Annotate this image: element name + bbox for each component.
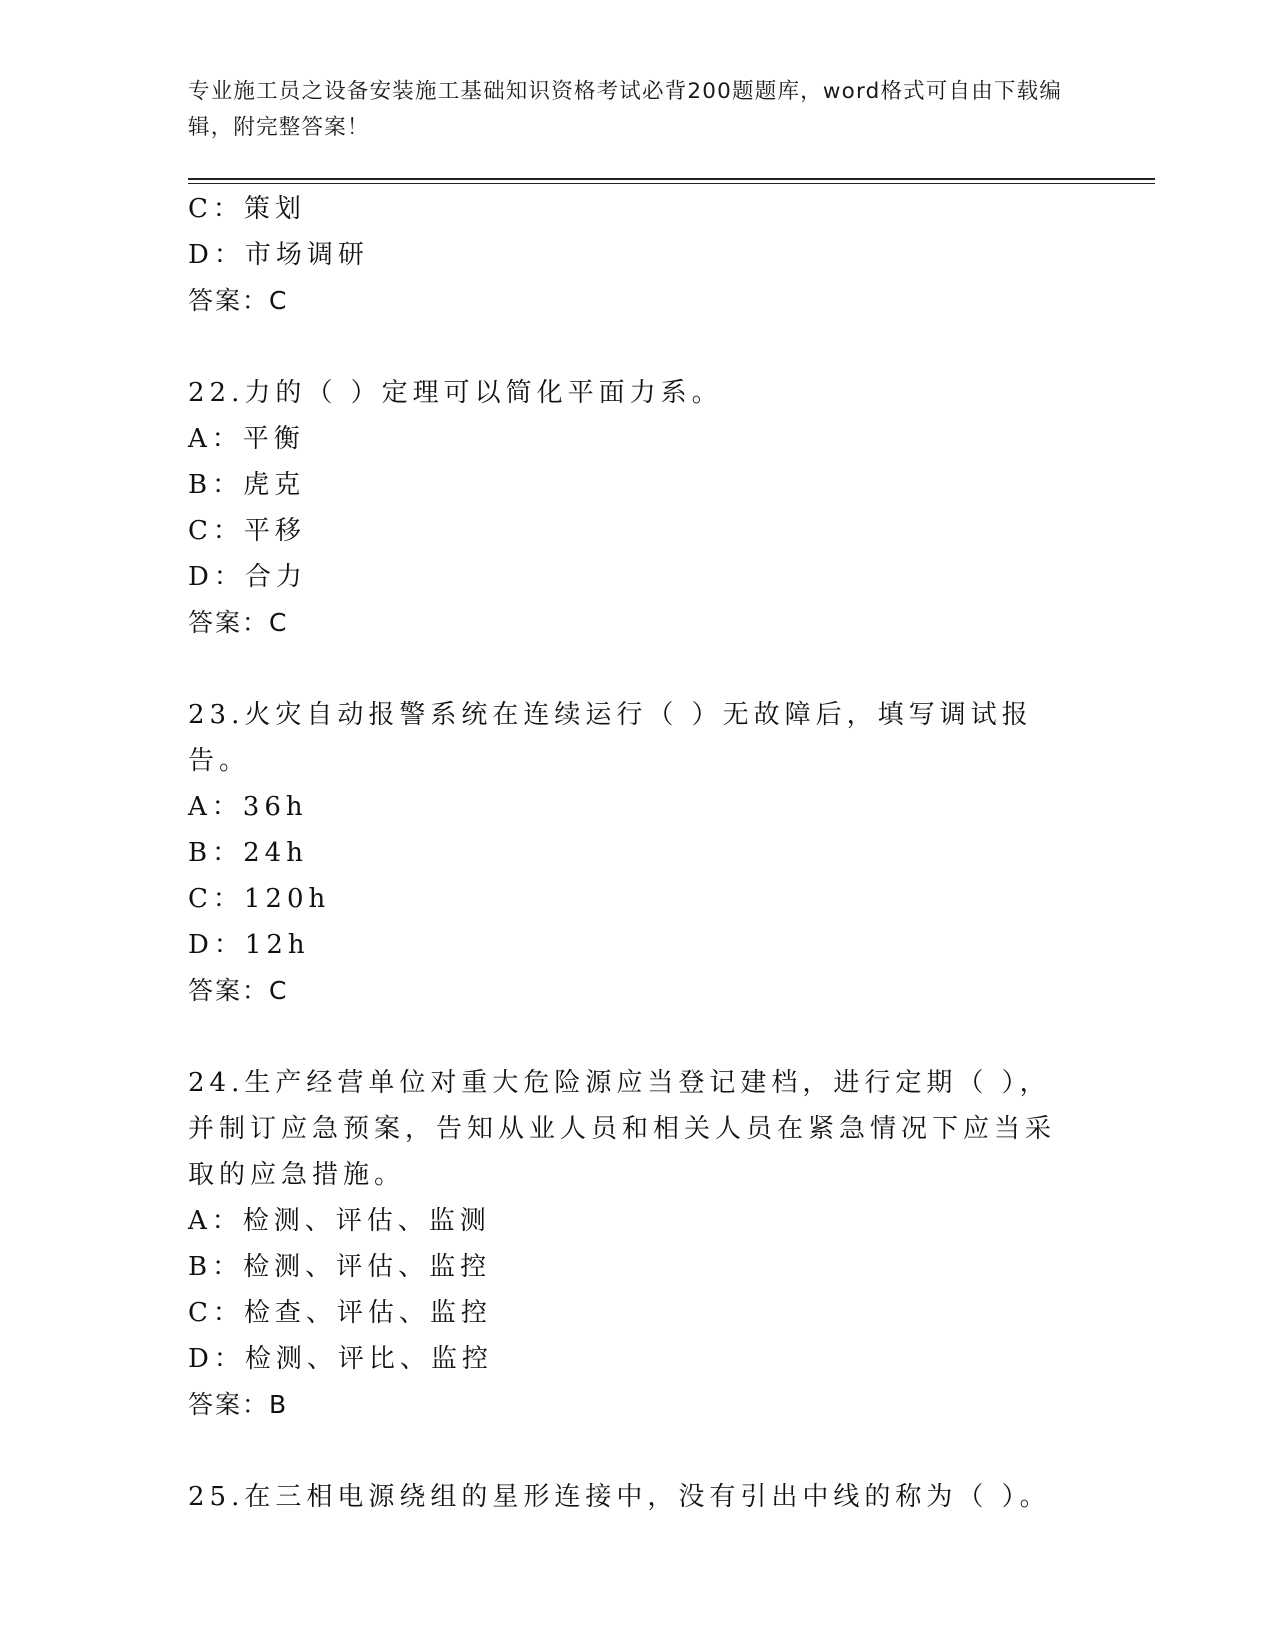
option-d: D：合力 — [188, 562, 307, 592]
header-divider — [188, 178, 1155, 180]
option-c: C：策划 — [188, 194, 306, 224]
header-divider-thin — [188, 183, 1155, 184]
option-c: C：检查、评估、监控 — [188, 1298, 492, 1328]
option-b: B：检测、评估、监控 — [188, 1252, 492, 1282]
answer-line: 答案：C — [188, 608, 289, 637]
option-a: A：平衡 — [188, 424, 305, 454]
option-a: A：36h — [188, 792, 308, 822]
question-stem: 24.生产经营单位对重大危险源应当登记建档，进行定期（ ），并制订应急预案，告知从业人员和相关人员在紧急情况下应当采取的应急措施。 — [188, 1068, 1057, 1190]
answer-line: 答案：C — [188, 286, 289, 315]
question-stem: 23.火灾自动报警系统在连续运行（ ）无故障后，填写调试报告。 — [188, 700, 1033, 776]
spacer — [188, 324, 1068, 370]
carryover-block — [188, 186, 1068, 324]
spacer — [188, 1428, 1068, 1474]
question-block — [188, 370, 1068, 646]
option-b: B：24h — [188, 838, 308, 868]
question-block — [188, 692, 1068, 1014]
question-block — [188, 1060, 1068, 1428]
option-d: D：12h — [188, 930, 310, 960]
option-d: D：检测、评比、监控 — [188, 1344, 493, 1374]
option-c: C：120h — [188, 884, 331, 914]
option-a: A：检测、评估、监测 — [188, 1206, 491, 1236]
option-c: C：平移 — [188, 516, 306, 546]
option-d: D：市场调研 — [188, 240, 369, 270]
option-b: B：虎克 — [188, 470, 306, 500]
answer-line: 答案：C — [188, 976, 289, 1005]
spacer — [188, 1014, 1068, 1060]
spacer — [188, 646, 1068, 692]
page-header-title: 专业施工员之设备安装施工基础知识资格考试必背200题题库，word格式可自由下载编辑，附完整答案！ — [188, 79, 1063, 140]
question-stem: 22.力的（ ）定理可以简化平面力系。 — [188, 378, 723, 408]
answer-line: 答案：B — [188, 1390, 289, 1419]
question-stem: 25.在三相电源绕组的星形连接中，没有引出中线的称为（ ）。 — [188, 1482, 1051, 1512]
question-content — [188, 186, 1068, 1520]
question-block — [188, 1474, 1068, 1520]
